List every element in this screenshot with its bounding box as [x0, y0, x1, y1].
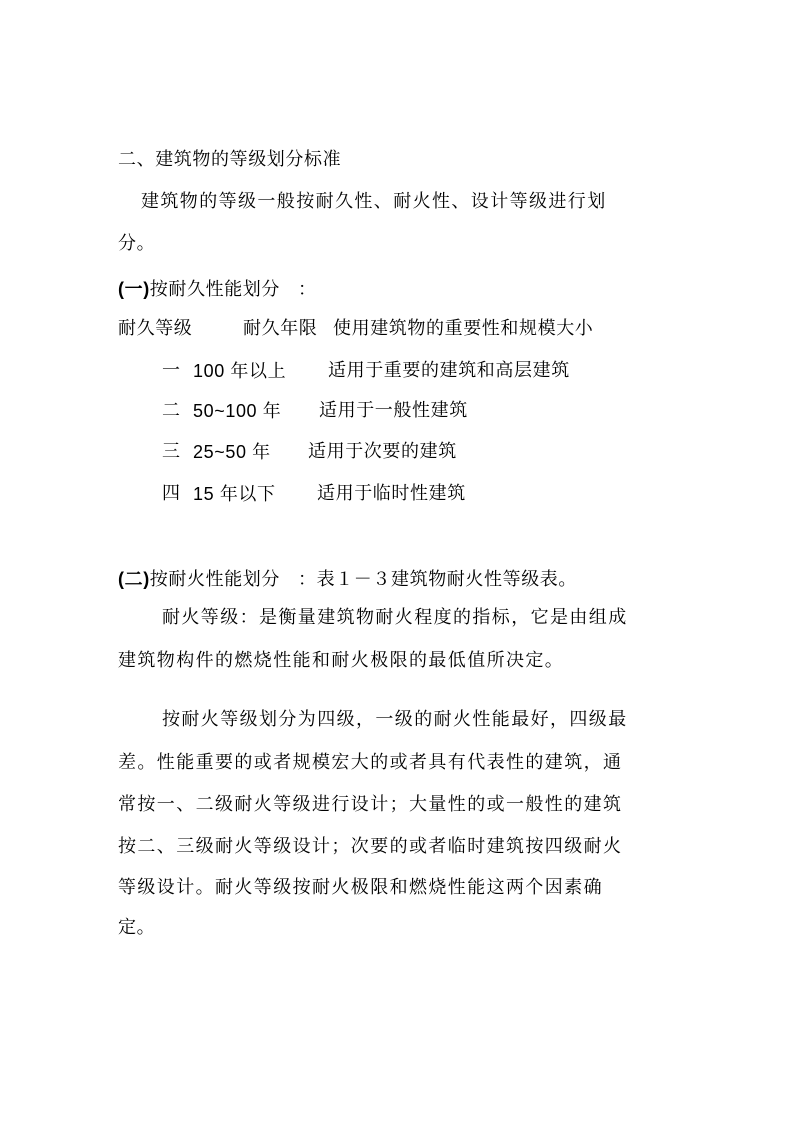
intro-line-1: 建筑物的等级一般按耐久性、耐火性、设计等级进行划: [141, 191, 607, 212]
fire-heading-paren: (二): [118, 569, 150, 589]
row-years: 25~50 年: [193, 442, 271, 462]
fire-heading-colon: ：: [298, 569, 317, 590]
row-usage: 适用于临时性建筑: [317, 483, 466, 504]
fire-class-line-2: 差。性能重要的或者规模宏大的或者具有代表性的建筑，通: [118, 752, 623, 773]
section-heading: 二、建筑物的等级划分标准: [118, 149, 342, 170]
fire-definition-line-2: 建筑物构件的燃烧性能和耐火极限的最低值所决定。: [118, 650, 565, 671]
table-header-years: 耐久年限: [243, 318, 318, 339]
fire-class-line-5: 等级设计。耐火等级按耐火极限和燃烧性能这两个因素确: [118, 877, 603, 898]
fire-heading-text: 按耐火性能划分: [149, 569, 280, 590]
table-header-usage: 使用建筑物的重要性和规模大小: [333, 318, 594, 339]
intro-line-2: 分。: [118, 233, 156, 254]
durability-heading-paren: (一): [118, 279, 150, 299]
row-usage: 适用于一般性建筑: [319, 400, 468, 421]
fire-class-line-6: 定。: [118, 917, 156, 938]
durability-heading: [118, 278, 317, 301]
durability-heading-text: 按耐久性能划分: [149, 279, 280, 300]
row-usage: 适用于次要的建筑: [308, 441, 457, 462]
row-grade: 二: [162, 400, 181, 421]
table-header-grade: 耐久等级: [118, 318, 193, 339]
row-years: 100 年以上: [193, 361, 287, 381]
fire-heading-ref: 表１－３建筑物耐火性等级表。: [316, 569, 578, 590]
row-usage: 适用于重要的建筑和高层建筑: [328, 360, 570, 381]
fire-heading: [118, 568, 577, 591]
row-grade: 三: [162, 441, 181, 462]
row-grade: 四: [162, 483, 181, 504]
row-grade: 一: [162, 360, 181, 381]
fire-definition-line-1: 耐火等级：是衡量建筑物耐火程度的指标，它是由组成: [162, 607, 628, 628]
fire-class-line-3: 常按一、二级耐火等级进行设计；大量性的或一般性的建筑: [118, 794, 623, 815]
fire-class-line-1: 按耐火等级划分为四级，一级的耐火性能最好，四级最: [162, 709, 628, 730]
row-years: 15 年以下: [193, 484, 276, 504]
row-years: 50~100 年: [193, 401, 282, 421]
durability-heading-colon: ：: [298, 279, 317, 300]
fire-class-line-4: 按二、三级耐火等级设计；次要的或者临时建筑按四级耐火: [118, 836, 623, 857]
